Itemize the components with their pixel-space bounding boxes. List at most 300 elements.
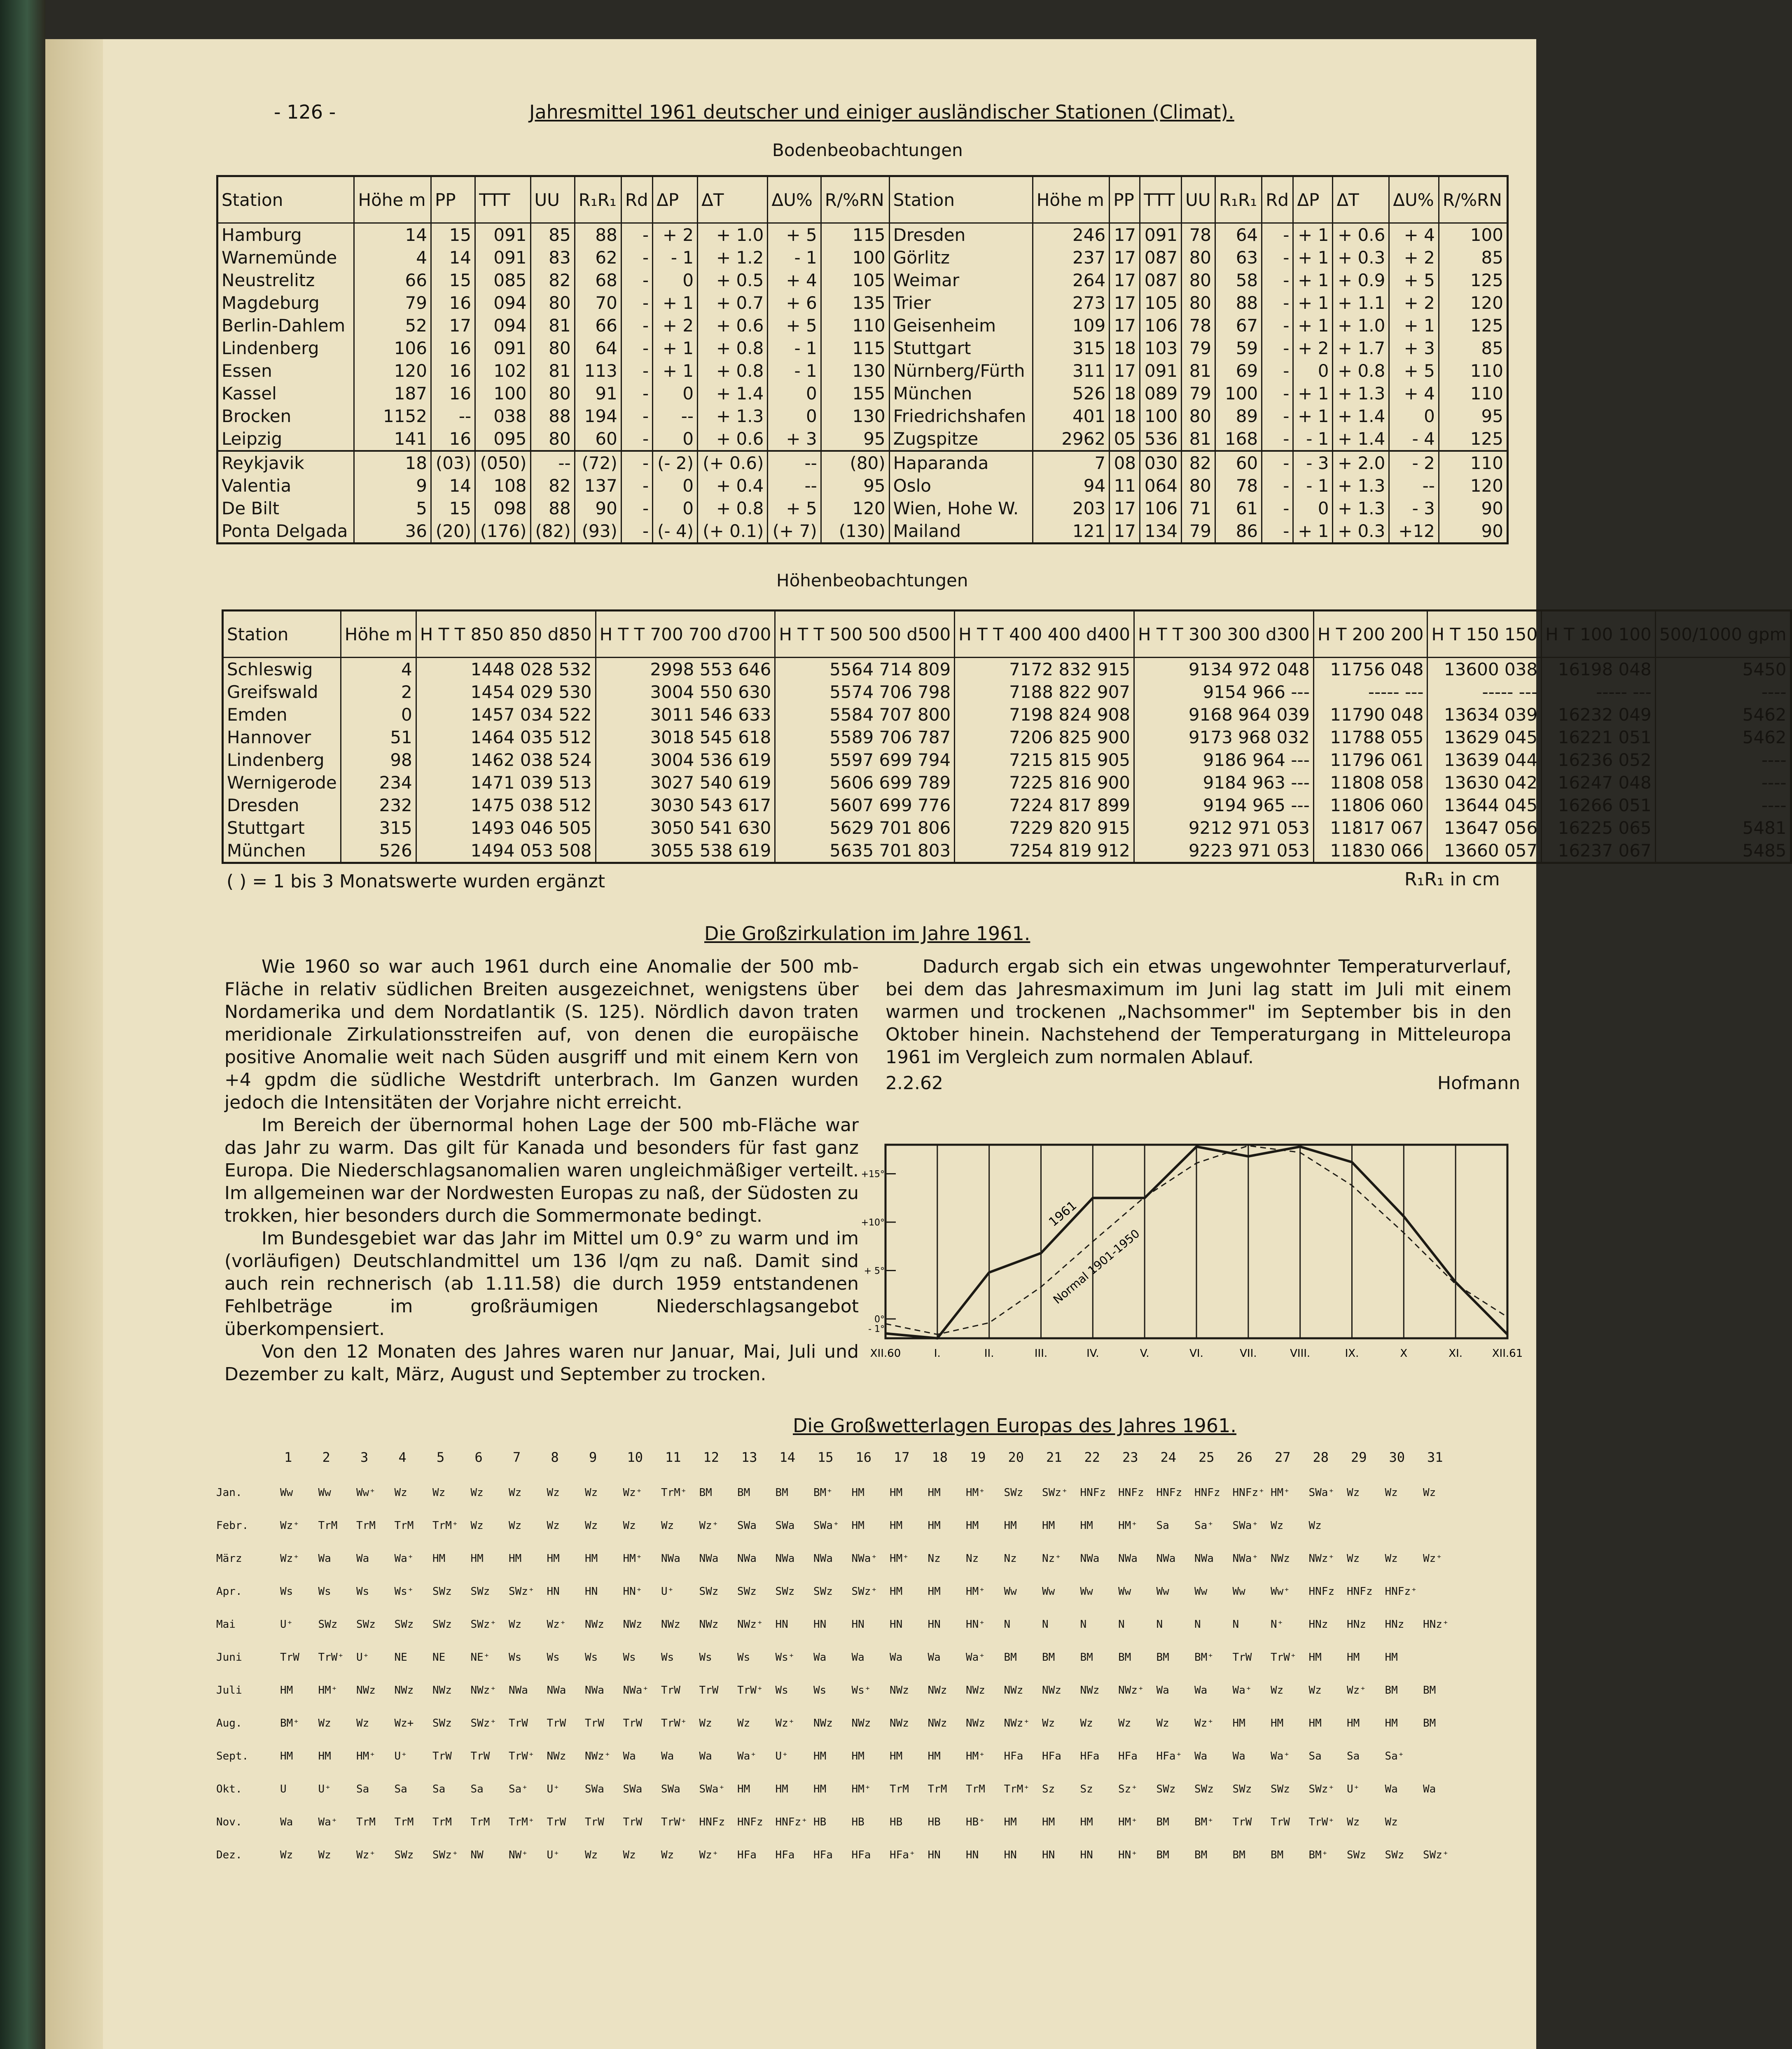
hoehen-cell: 11817 067	[1313, 817, 1428, 839]
gwl-cell: HFa⁺	[890, 1849, 916, 1861]
hoehen-cell: 13639 044	[1428, 749, 1542, 771]
boden-cell: 100	[475, 382, 530, 405]
gwl-day-number: 6	[474, 1449, 483, 1465]
boden-cell: 17	[1110, 269, 1140, 292]
gwl-cell: NWz	[890, 1684, 909, 1697]
gwl-cell: BM	[737, 1487, 750, 1499]
gwl-cell: Wz⁺	[1423, 1552, 1442, 1565]
boden-cell: 194	[575, 405, 621, 427]
boden-cell: + 0.5	[698, 269, 768, 292]
boden-cell: 91	[575, 382, 621, 405]
hoehen-cell: 4	[341, 658, 416, 681]
hoehen-cell: 9154 966 ---	[1134, 681, 1314, 703]
gwl-cell: Sz	[1042, 1783, 1055, 1795]
boden-cell: 105	[1140, 292, 1182, 314]
hoehen-cell: 1475 038 512	[416, 794, 596, 817]
boden-cell: 100	[1439, 223, 1507, 247]
hoehen-cell: ----	[1655, 771, 1791, 794]
gwl-cell: Wa	[1423, 1783, 1436, 1795]
gwl-cell: NWa	[813, 1552, 833, 1565]
hoehen-cell: 9223 971 053	[1134, 839, 1314, 863]
paragraph-5: Dadurch ergab sich ein etwas ungewohnter Temperaturverlauf, bei dem das Jahresmaximum im Juni lag statt im Juli mit einem warmen und trockenen „Nachsommer" im September bis in den Oktober hinein. Nachstehend der Temperaturgang in Mitteleuropa 1961 im Vergleich zum normalen Ablauf.	[885, 956, 1512, 1068]
boden-cell: 103	[1140, 337, 1182, 359]
gwl-cell: HM	[775, 1783, 788, 1795]
boden-cell: + 1	[1293, 246, 1333, 269]
temperature-chart	[861, 1137, 1523, 1367]
gwl-cell: Wz	[585, 1519, 598, 1532]
boden-cell: 64	[1215, 223, 1262, 247]
gwl-cell: NE⁺	[470, 1651, 490, 1664]
boden-cell: + 2	[653, 223, 698, 247]
gwl-cell: HM	[1004, 1519, 1017, 1532]
boden-row	[217, 427, 1508, 451]
boden-header-cell: ΔU%	[768, 176, 821, 223]
gwl-cell: TrW	[699, 1684, 719, 1697]
gwl-cell: Wz	[661, 1519, 674, 1532]
boden-row	[217, 474, 1508, 497]
gwl-cell: Sz	[1080, 1783, 1093, 1795]
boden-cell: 106	[1140, 314, 1182, 337]
gwl-cell: HM	[432, 1552, 446, 1565]
gwl-cell: BM	[775, 1487, 788, 1499]
boden-cell: 18	[354, 451, 431, 474]
boden-header-cell: TTT	[1140, 176, 1182, 223]
gwl-cell: HNFz	[1194, 1487, 1220, 1499]
gwl-day-number: 17	[894, 1449, 910, 1465]
gwl-cell: Wz	[509, 1487, 522, 1499]
boden-cell: 110	[1439, 382, 1507, 405]
boden-cell: 79	[354, 292, 431, 314]
boden-cell: 120	[1439, 474, 1507, 497]
gwl-cell: Wz	[356, 1717, 369, 1729]
boden-row	[217, 405, 1508, 427]
gwl-cell: SWz	[318, 1618, 338, 1631]
boden-cell: -	[1262, 520, 1293, 544]
boden-header-cell: R₁R₁	[1215, 176, 1262, 223]
gwl-cell: Wz	[623, 1849, 636, 1861]
gwl-cell: SWa	[585, 1783, 604, 1795]
gwl-cell: NWz	[813, 1717, 833, 1729]
gwl-cell: TrM⁺	[432, 1519, 458, 1532]
boden-cell: -	[1262, 382, 1293, 405]
gwl-cell: SWa⁺	[1308, 1487, 1335, 1499]
boden-cell: 80	[1182, 405, 1215, 427]
gwl-cell: TrM⁺	[509, 1816, 535, 1828]
boden-row	[217, 337, 1508, 359]
boden-cell: 125	[1439, 427, 1507, 451]
gwl-cell: U⁺	[1347, 1783, 1360, 1795]
hoehen-cell: 11830 066	[1313, 839, 1428, 863]
boden-cell: Warnemünde	[217, 246, 354, 269]
boden-cell: - 3	[1293, 451, 1333, 474]
gwl-cell: HM⁺	[966, 1585, 985, 1598]
gwl-cell: N	[1080, 1618, 1087, 1631]
boden-cell: Leipzig	[217, 427, 354, 451]
boden-cell: 18	[1110, 382, 1140, 405]
boden-cell: 0	[653, 497, 698, 520]
boden-cell: 135	[821, 292, 889, 314]
boden-cell: 125	[1439, 314, 1507, 337]
gwl-cell: HM	[851, 1487, 864, 1499]
boden-cell: 1152	[354, 405, 431, 427]
boden-cell: Stuttgart	[889, 337, 1033, 359]
gwl-cell: HFa	[1118, 1750, 1138, 1762]
gwl-cell: NWa	[661, 1552, 680, 1565]
gwl-cell: SWz	[699, 1585, 719, 1598]
gwl-cell: NWz	[1080, 1684, 1100, 1697]
boden-cell: 08	[1110, 451, 1140, 474]
gwl-day-number: 31	[1427, 1449, 1443, 1465]
hoehen-title: Höhenbeobachtungen	[776, 570, 968, 590]
gwl-cell: HN	[813, 1618, 827, 1631]
hoehen-cell: 11788 055	[1313, 726, 1428, 749]
hoehen-cell: 3018 545 618	[596, 726, 775, 749]
gwl-cell: TrW	[432, 1750, 452, 1762]
boden-cell: 88	[530, 497, 575, 520]
boden-cell: Berlin-Dahlem	[217, 314, 354, 337]
boden-cell: (- 2)	[653, 451, 698, 474]
boden-header-cell: PP	[1110, 176, 1140, 223]
gwl-cell: BM	[1423, 1717, 1436, 1729]
gwl-cell: Wz⁺	[1347, 1684, 1366, 1697]
hoehen-cell: 7172 832 915	[955, 658, 1134, 681]
hoehen-cell: 13630 042	[1428, 771, 1542, 794]
hoehen-cell: 3055 538 619	[596, 839, 775, 863]
boden-cell: - 3	[1389, 497, 1439, 520]
boden-cell: 0	[1293, 497, 1333, 520]
hoehen-cell: ----	[1655, 794, 1791, 817]
hoehen-header-cell: H T 150 150	[1428, 611, 1542, 658]
gwl-cell: HB	[890, 1816, 903, 1828]
section-subtitle: Bodenbeobachtungen	[772, 140, 963, 160]
gwl-cell: NWa	[1194, 1552, 1214, 1565]
boden-cell: 15	[431, 223, 475, 247]
article-right-column	[885, 955, 1512, 1069]
article-date: 2.2.62	[885, 1073, 943, 1094]
boden-cell: --	[768, 474, 821, 497]
boden-cell: 81	[530, 314, 575, 337]
gwl-cell: NW	[470, 1849, 484, 1861]
gwl-cell: HM	[813, 1783, 827, 1795]
boden-cell: + 0.3	[1333, 520, 1389, 544]
boden-header-cell: PP	[431, 176, 475, 223]
gwl-cell: HM	[470, 1552, 484, 1565]
boden-cell: (93)	[575, 520, 621, 544]
boden-cell: + 1	[653, 337, 698, 359]
gwl-cell: HNFz	[1308, 1585, 1335, 1598]
gwl-cell: TrM	[394, 1816, 414, 1828]
boden-cell: 110	[1439, 451, 1507, 474]
gwl-cell: HM	[1271, 1717, 1284, 1729]
boden-cell: (+ 0.1)	[698, 520, 768, 544]
gwl-cell: HFa	[737, 1849, 757, 1861]
gwl-cell: HM	[585, 1552, 598, 1565]
boden-cell: 120	[821, 497, 889, 520]
gwl-cell: HM	[966, 1519, 979, 1532]
gwl-cell: Ww⁺	[1271, 1585, 1290, 1598]
hoehen-cell: 0	[341, 703, 416, 726]
boden-cell: + 1.3	[1333, 382, 1389, 405]
gwl-cell: Wz	[585, 1849, 598, 1861]
gwl-cell: Wz	[1347, 1552, 1360, 1565]
hoehen-cell: 5450	[1655, 658, 1791, 681]
hoehen-cell: 16237 067	[1542, 839, 1656, 863]
gwl-day-number: 7	[513, 1449, 521, 1465]
boden-row	[217, 292, 1508, 314]
gwl-cell: Ws	[623, 1651, 636, 1664]
gwl-cell: SWz⁺	[470, 1717, 497, 1729]
gwl-cell: HNz	[1385, 1618, 1404, 1631]
gwl-cell: Wz⁺	[356, 1849, 376, 1861]
hoehen-row	[223, 817, 1791, 839]
gwl-cell: TrW	[585, 1816, 604, 1828]
gwl-cell: Wz	[623, 1519, 636, 1532]
boden-cell: (80)	[821, 451, 889, 474]
gwl-month-label: Apr.	[216, 1585, 242, 1598]
boden-header-cell: Station	[217, 176, 354, 223]
gwl-cell: HN	[1004, 1849, 1017, 1861]
boden-cell: Görlitz	[889, 246, 1033, 269]
boden-cell: + 2	[1293, 337, 1333, 359]
gwl-cell: HM	[737, 1783, 750, 1795]
gwl-cell: TrW	[547, 1717, 566, 1729]
gwl-day-number: 13	[741, 1449, 757, 1465]
boden-cell: 85	[1439, 246, 1507, 269]
gwl-cell: Sa⁺	[509, 1783, 528, 1795]
boden-cell: 130	[821, 405, 889, 427]
gwl-cell: NWz	[966, 1684, 985, 1697]
hoehen-cell: Greifswald	[223, 681, 341, 703]
gwl-cell: Wa⁺	[1271, 1750, 1290, 1762]
gwl-cell: NWa	[1080, 1552, 1100, 1565]
hoehen-cell: 5629 701 806	[775, 817, 955, 839]
gwl-cell: HN	[1080, 1849, 1093, 1861]
article-author: Hofmann	[1437, 1073, 1521, 1094]
gwl-day-number: 29	[1351, 1449, 1367, 1465]
gwl-cell: Wa⁺	[394, 1552, 414, 1565]
gwl-cell: HM	[1385, 1717, 1398, 1729]
gwl-cell: HM	[1385, 1651, 1398, 1664]
hoehen-cell: 16247 048	[1542, 771, 1656, 794]
gwl-cell: Ww	[1042, 1585, 1055, 1598]
hoehen-cell: 1454 029 530	[416, 681, 596, 703]
gwl-cell: SWa⁺	[1232, 1519, 1259, 1532]
boden-cell: + 1	[653, 359, 698, 382]
gwl-cell: HM	[928, 1585, 941, 1598]
gwl-day-number: 26	[1236, 1449, 1253, 1465]
gwl-cell: HM	[851, 1519, 864, 1532]
hoehen-cell: Lindenberg	[223, 749, 341, 771]
gwl-cell: Wz	[1118, 1717, 1131, 1729]
boden-cell: + 1.0	[1333, 314, 1389, 337]
hoehen-cell: 3027 540 619	[596, 771, 775, 794]
gwl-month-label: Nov.	[216, 1816, 242, 1828]
boden-cell: 091	[1140, 223, 1182, 247]
gwl-cell: SWz	[1156, 1783, 1176, 1795]
boden-cell: -	[621, 520, 652, 544]
boden-cell: 11	[1110, 474, 1140, 497]
boden-cell: 168	[1215, 427, 1262, 451]
hoehen-row	[223, 771, 1791, 794]
gwl-cell: HFa	[1042, 1750, 1061, 1762]
gwl-cell: Ws	[356, 1585, 369, 1598]
boden-cell: 087	[1140, 269, 1182, 292]
boden-cell: 187	[354, 382, 431, 405]
gwl-title: Die Großwetterlagen Europas des Jahres 1961.	[793, 1414, 1236, 1437]
boden-cell: 0	[1293, 359, 1333, 382]
boden-cell: 130	[821, 359, 889, 382]
gwl-cell: TrM	[356, 1816, 376, 1828]
gwl-cell: TrW	[547, 1816, 566, 1828]
hoehen-cell: 13600 038	[1428, 658, 1542, 681]
hoehen-cell: 5481	[1655, 817, 1791, 839]
hoehen-cell: ----- ---	[1313, 681, 1428, 703]
gwl-cell: Ws⁺	[394, 1585, 414, 1598]
gwl-day-number: 25	[1199, 1449, 1215, 1465]
boden-row	[217, 451, 1508, 474]
boden-cell: 0	[768, 382, 821, 405]
gwl-day-number: 24	[1160, 1449, 1177, 1465]
boden-cell: 115	[821, 223, 889, 247]
page-number: - 126 -	[274, 101, 336, 123]
boden-cell: 0	[768, 405, 821, 427]
gwl-day-number: 2	[322, 1449, 330, 1465]
gwl-cell: SWa⁺	[813, 1519, 839, 1532]
boden-cell: 16	[431, 292, 475, 314]
boden-cell: 16	[431, 382, 475, 405]
boden-cell: 17	[431, 314, 475, 337]
boden-cell: 66	[354, 269, 431, 292]
gwl-cell: Sa	[470, 1783, 484, 1795]
gwl-cell: Wz	[585, 1487, 598, 1499]
gwl-cell: Ws	[509, 1651, 522, 1664]
boden-cell: 05	[1110, 427, 1140, 451]
hoehen-cell: ----	[1655, 749, 1791, 771]
gwl-cell: NWa	[737, 1552, 757, 1565]
boden-cell: 108	[475, 474, 530, 497]
gwl-cell: SWz	[737, 1585, 757, 1598]
gwl-cell: Ws	[813, 1684, 827, 1697]
boden-cell: Essen	[217, 359, 354, 382]
boden-row	[217, 246, 1508, 269]
gwl-cell: Wz⁺	[699, 1519, 719, 1532]
gwl-cell: Nz	[966, 1552, 979, 1565]
boden-cell: 095	[475, 427, 530, 451]
boden-cell: + 5	[1389, 359, 1439, 382]
hoehen-row	[223, 749, 1791, 771]
gwl-cell: Wz	[737, 1717, 750, 1729]
gwl-cell: NW⁺	[509, 1849, 528, 1861]
hoehen-cell: 7224 817 899	[955, 794, 1134, 817]
boden-row	[217, 314, 1508, 337]
gwl-cell: HM⁺	[623, 1552, 643, 1565]
gwl-cell: HNFz	[737, 1816, 763, 1828]
gwl-cell: Wa	[318, 1552, 331, 1565]
gwl-cell: U⁺	[547, 1783, 560, 1795]
hoehen-cell: 1494 053 508	[416, 839, 596, 863]
chart-xtick-label: VII.	[1240, 1347, 1257, 1360]
boden-header-cell: ΔP	[653, 176, 698, 223]
gwl-cell: HFa	[813, 1849, 833, 1861]
gwl-cell: HN	[585, 1585, 598, 1598]
boden-cell: 58	[1215, 269, 1262, 292]
boden-cell: 4	[354, 246, 431, 269]
gwl-cell: TrW	[509, 1717, 528, 1729]
gwl-cell: NWz⁺	[1004, 1717, 1030, 1729]
gwl-cell: NWz	[661, 1618, 680, 1631]
hoehen-cell: 3011 546 633	[596, 703, 775, 726]
gwl-cell: TrW⁺	[1308, 1816, 1335, 1828]
gwl-cell: Wa	[699, 1750, 712, 1762]
gwl-cell: NWa	[509, 1684, 528, 1697]
boden-cell: 86	[1215, 520, 1262, 544]
boden-cell: + 0.7	[698, 292, 768, 314]
gwl-cell: Ws	[280, 1585, 293, 1598]
gwl-cell: Wz	[509, 1519, 522, 1532]
hoehen-header-cell: Höhe m	[341, 611, 416, 658]
boden-cell: (03)	[431, 451, 475, 474]
boden-cell: 141	[354, 427, 431, 451]
gwl-day-number: 21	[1046, 1449, 1062, 1465]
gwl-cell: BM	[1156, 1849, 1169, 1861]
hoehen-cell: 11790 048	[1313, 703, 1428, 726]
hoehen-cell: 5607 699 776	[775, 794, 955, 817]
gwl-cell: HB	[851, 1816, 864, 1828]
boden-cell: Ponta Delgada	[217, 520, 354, 544]
boden-cell: 14	[431, 246, 475, 269]
gwl-month-label: Sept.	[216, 1750, 249, 1762]
boden-cell: Haparanda	[889, 451, 1033, 474]
gwl-cell: N	[1042, 1618, 1049, 1631]
boden-cell: 36	[354, 520, 431, 544]
boden-cell: 536	[1140, 427, 1182, 451]
boden-cell: 264	[1033, 269, 1109, 292]
gwl-cell: Wz	[547, 1519, 560, 1532]
gwl-cell: SWz	[813, 1585, 833, 1598]
gwl-cell: HM	[1347, 1651, 1360, 1664]
boden-cell: -	[621, 474, 652, 497]
boden-cell: 64	[575, 337, 621, 359]
gwl-cell: NWz	[623, 1618, 643, 1631]
boden-cell: -	[1262, 314, 1293, 337]
gwl-cell: Wz+	[394, 1717, 414, 1729]
gwl-cell: TrW	[470, 1750, 490, 1762]
boden-cell: 17	[1110, 292, 1140, 314]
gwl-day-number: 10	[627, 1449, 643, 1465]
gwl-cell: SWz	[432, 1585, 452, 1598]
gwl-cell: HN⁺	[623, 1585, 643, 1598]
hoehen-cell: 11806 060	[1313, 794, 1428, 817]
gwl-day-number: 22	[1084, 1449, 1100, 1465]
gwl-cell: Wz	[1385, 1552, 1398, 1565]
page-gutter	[45, 39, 103, 2049]
boden-cell: + 1	[1293, 520, 1333, 544]
hoehen-cell: Dresden	[223, 794, 341, 817]
boden-cell: 091	[1140, 359, 1182, 382]
boden-cell: Friedrichshafen	[889, 405, 1033, 427]
gwl-cell: TrW	[661, 1684, 680, 1697]
gwl-cell: Wa	[928, 1651, 941, 1664]
boden-cell: --	[530, 451, 575, 474]
boden-cell: (- 4)	[653, 520, 698, 544]
boden-cell: 79	[1182, 337, 1215, 359]
boden-cell: + 0.8	[698, 337, 768, 359]
boden-header-row	[217, 176, 1508, 223]
gwl-cell: BM	[1118, 1651, 1131, 1664]
gwl-cell: Sa	[1156, 1519, 1169, 1532]
boden-cell: -	[1262, 223, 1293, 247]
gwl-cell: HM	[1232, 1717, 1245, 1729]
